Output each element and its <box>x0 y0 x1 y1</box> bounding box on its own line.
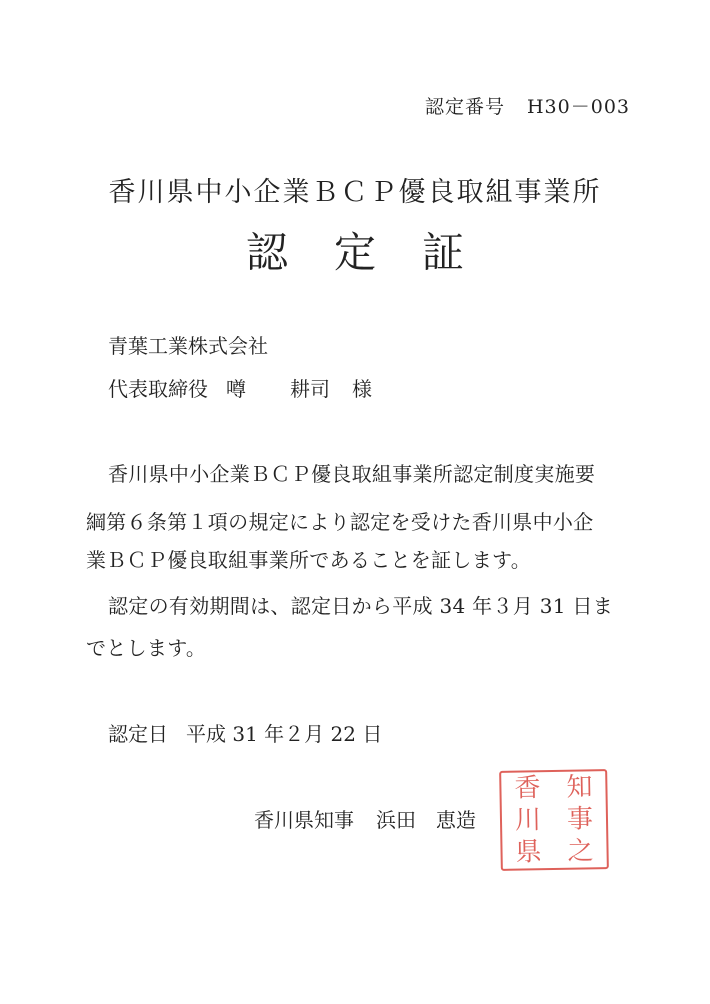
certificate-title: 香川県中小企業ＢＣＰ優良取組事業所 <box>108 177 602 208</box>
certification-date-label: 認定日 <box>108 722 168 746</box>
seal-char: 川 <box>514 805 542 836</box>
body-line-2: 綱第６条第１項の規定により認定を受けた香川県中小企 <box>86 510 594 534</box>
certification-date-value: 平成 31 年２月 22 日 <box>186 722 383 746</box>
issuer-given-name: 恵造 <box>436 808 476 832</box>
seal-char: 県 <box>515 837 542 868</box>
certificate-number-value: H30－003 <box>526 96 630 118</box>
issuer <box>254 804 476 833</box>
recipient-given-name: 耕司 <box>290 377 330 401</box>
recipient-representative <box>108 373 372 402</box>
seal-char: 事 <box>566 804 594 835</box>
certificate-heading: 認定証 <box>245 228 510 277</box>
seal-char: 香 <box>514 773 541 804</box>
body-line-3: 業ＢＣＰ優良取組事業所であることを証します。 <box>86 548 531 572</box>
recipient-surname: 噂 <box>226 377 246 401</box>
official-seal-stamp <box>499 769 609 871</box>
issuer-surname: 浜田 <box>376 808 416 832</box>
seal-char: 之 <box>567 836 594 867</box>
issuer-title: 香川県知事 <box>254 808 354 832</box>
body-line-4: 認定の有効期間は、認定日から平成 34 年３月 31 日ま <box>108 594 614 618</box>
certification-date <box>108 718 382 747</box>
certificate-number-label: 認定番号 <box>424 96 505 118</box>
recipient-company: 青葉工業株式会社 <box>108 334 268 358</box>
certificate-number <box>425 92 630 119</box>
body-line-5: でとします。 <box>86 636 207 660</box>
recipient-role: 代表取締役 <box>108 377 208 401</box>
recipient-honorific: 様 <box>352 377 372 401</box>
seal-char: 知 <box>566 772 593 803</box>
body-line-1: 香川県中小企業ＢＣＰ優良取組事業所認定制度実施要 <box>108 462 596 486</box>
